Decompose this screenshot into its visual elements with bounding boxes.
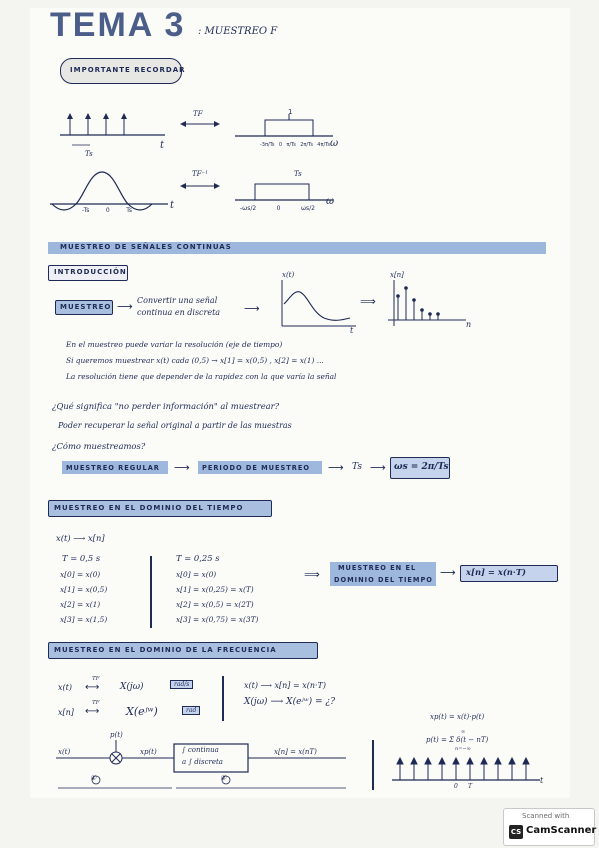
time-domain-title: MUESTREO EN EL DOMINIO DEL TIEMPO xyxy=(54,504,244,512)
stage-2-label: ② xyxy=(220,774,227,782)
stage-1-label: ① xyxy=(90,774,97,782)
column-divider xyxy=(150,556,152,628)
block-diagram xyxy=(56,736,366,796)
tf-inverse-arrow xyxy=(180,180,220,192)
page-subtitle: : MUESTREO F xyxy=(198,26,278,37)
col2-row: x[1] = x(0,25) = x(T) xyxy=(176,585,254,594)
comb-t-label: t xyxy=(540,776,544,785)
intro-badge-label: INTRODUCCIÓN xyxy=(54,268,127,276)
rect-ticks xyxy=(240,205,315,212)
freq-right-2: X(jω) ⟶ X(eʲʷ) = ¿? xyxy=(244,697,336,707)
watermark-caption: Scanned with xyxy=(522,812,570,820)
tf-label: TF xyxy=(193,110,203,118)
tf-pair-arrow-icon: ⟷ xyxy=(85,706,100,717)
bullet-2: Si queremos muestrear x(t) cada (0,5) → x[1] = x(0,5) , x[2] = x(1) ... xyxy=(66,356,324,365)
w-axis-label: ω xyxy=(330,138,339,149)
freq-row2-right: X(eʲʷ) xyxy=(126,705,158,718)
bullet-1: En el muestreo puede variar la resolución (eje de tiempo) xyxy=(66,340,283,349)
intro-desc-2: continua en discreta xyxy=(137,308,221,317)
block-text-2: a ∫ discreta xyxy=(182,758,223,766)
freq-row1-tf: TF xyxy=(92,676,100,682)
freq-row1-tag: rad/s xyxy=(170,680,193,689)
page-title: TEMA 3 xyxy=(50,6,186,44)
tick: ωs/2 xyxy=(300,205,315,212)
freq-row1-right: X(jω) xyxy=(120,682,144,692)
arrow-icon: ⟶ xyxy=(440,566,456,579)
question-2: ¿Cómo muestreamos? xyxy=(52,441,146,451)
w-axis-label: ω xyxy=(326,196,335,207)
arrow-icon: ⟶ xyxy=(174,461,190,474)
intro-desc-1: Convertir una señal xyxy=(137,296,218,305)
flow-step-3: Ts xyxy=(352,462,362,472)
tick: 4π/Ts xyxy=(317,142,330,148)
tick: -Ts xyxy=(82,207,90,214)
col1-head: T = 0,5 s xyxy=(62,553,101,563)
discrete-signal-plot xyxy=(388,278,468,333)
freq-row2-left: x[n] xyxy=(58,708,74,717)
camscanner-logo-icon: CS xyxy=(509,825,523,839)
impulse-train-sketch xyxy=(60,105,170,160)
implies-arrow-icon: ⟹ xyxy=(360,295,376,308)
freq-row2-tf: TF xyxy=(92,700,100,706)
freq-right-1: x(t) ⟶ x[n] = x(n·T) xyxy=(244,681,327,690)
freq-bottom-divider xyxy=(372,740,374,790)
spectrum-ticks xyxy=(260,142,330,148)
sinc-ticks xyxy=(82,207,132,214)
freq-divider xyxy=(222,676,224,721)
block-text-1: ∫ continua xyxy=(182,746,219,754)
col1-row: x[3] = x(1,5) xyxy=(60,615,108,624)
freq-domain-title: MUESTREO EN EL DOMINIO DE LA FRECUENCIA xyxy=(54,646,277,654)
sum-bottom: n=−∞ xyxy=(455,746,471,752)
comb-origin-label: 0 xyxy=(454,783,458,790)
arrow-icon: ⟶ xyxy=(117,300,133,313)
flow-step-4: ωs = 2π/Ts xyxy=(394,462,449,472)
col2-row: x[3] = x(0,75) = x(3T) xyxy=(176,615,259,624)
spectrum-peak-label: 1 xyxy=(288,108,293,116)
remember-badge-label: IMPORTANTE RECORDAR xyxy=(70,66,186,74)
question-1: ¿Qué significa "no perder información" al muestrear? xyxy=(52,401,280,411)
tick: Ts xyxy=(126,207,132,214)
flow-step-2: PERIODO DE MUESTREO xyxy=(202,464,310,472)
time-domain-box-line1: MUESTREO EN EL xyxy=(338,564,417,572)
sum-top: ∞ xyxy=(461,729,466,735)
section-title: MUESTREO DE SEÑALES CONTINUAS xyxy=(60,243,232,251)
tick: 0 xyxy=(105,207,110,214)
arrow-icon: ⟶ xyxy=(370,461,386,474)
rect-height-label: Ts xyxy=(294,170,302,178)
arrow-icon: ⟶ xyxy=(328,461,344,474)
time-domain-top: x(t) ⟶ x[n] xyxy=(56,533,105,543)
implies-arrow-icon: ⟹ xyxy=(304,568,320,581)
product-formula: xp(t) = x(t)·p(t) xyxy=(430,713,485,721)
ts-label: Ts xyxy=(85,150,93,158)
tick: 0 xyxy=(276,205,281,212)
freq-row1-left: x(t) xyxy=(58,683,72,692)
watermark-brand: CamScanner xyxy=(526,825,597,836)
bullet-3: La resolución tiene que depender de la rapidez con la que varía la señal xyxy=(66,372,337,381)
freq-row2-tag: rad xyxy=(182,706,200,715)
col2-head: T = 0,25 s xyxy=(176,553,220,563)
answer-1: Poder recuperar la señal original a partir de las muestras xyxy=(58,421,292,430)
block-x-label: x(t) xyxy=(58,748,71,756)
continuous-signal-plot xyxy=(278,278,358,333)
plot1-axis: t xyxy=(350,326,354,335)
tick: π/Ts xyxy=(286,142,296,148)
tick: -ωs/2 xyxy=(240,205,257,212)
t-axis-label: t xyxy=(170,200,175,211)
col2-row: x[2] = x(0,5) = x(2T) xyxy=(176,600,254,609)
camscanner-watermark xyxy=(503,808,595,846)
tick: 0 xyxy=(278,142,283,148)
comb-period-label: T xyxy=(468,783,473,790)
tf-inverse-label: TF⁻¹ xyxy=(192,170,209,178)
comb-definition: p(t) = Σ δ(t − nT) xyxy=(426,736,489,744)
time-domain-box-line2: DOMINIO DEL TIEMPO xyxy=(334,576,433,584)
tick: 2π/Ts xyxy=(300,142,313,148)
plot1-label: x(t) xyxy=(282,271,295,279)
plot2-label: x[n] xyxy=(390,271,404,279)
col1-row: x[2] = x(1) xyxy=(60,600,101,609)
col1-row: x[1] = x(0,5) xyxy=(60,585,108,594)
tf-arrow xyxy=(180,118,220,130)
result-formula: x[n] = x(n·T) xyxy=(466,567,527,577)
tick: -3π/Ts xyxy=(260,142,275,148)
col2-row: x[0] = x(0) xyxy=(176,570,217,579)
block-out-label: x[n] = x(nT) xyxy=(274,748,317,756)
t-axis-label: t xyxy=(160,140,165,151)
col1-row: x[0] = x(0) xyxy=(60,570,101,579)
flow-step-1: MUESTREO REGULAR xyxy=(66,464,160,472)
plot2-axis: n xyxy=(466,320,472,329)
arrow-icon: ⟶ xyxy=(244,302,260,315)
tf-pair-arrow-icon: ⟷ xyxy=(85,682,100,693)
block-xp-label: xp(t) xyxy=(140,748,157,756)
comb-plot xyxy=(392,752,542,792)
muestreo-box-label: MUESTREO xyxy=(60,303,112,311)
block-p-label: p(t) xyxy=(110,731,123,739)
